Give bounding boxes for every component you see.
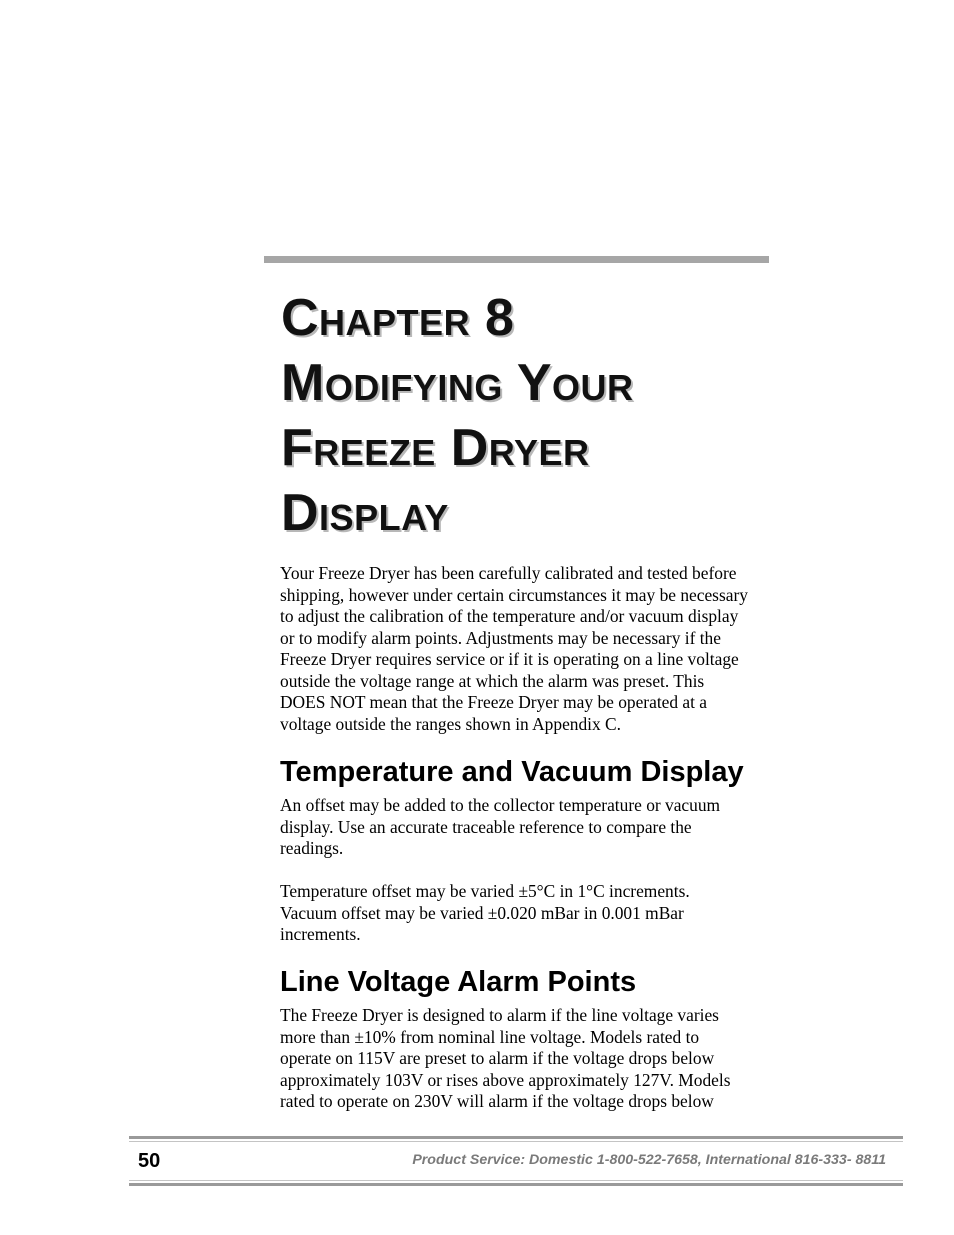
footer-top-rule-thin [129, 1141, 903, 1142]
line-voltage-paragraph [280, 1005, 790, 1113]
text-line: outside the voltage range at which the alarm was preset. This [280, 670, 705, 691]
footer-bottom-rule-thin [129, 1180, 903, 1181]
temperature-paragraph-1 [280, 795, 790, 860]
intro-paragraph [280, 563, 790, 735]
chapter-title-line: Chapter 8 [281, 289, 515, 347]
text-line: Freeze Dryer requires service or if it is operating on a line voltage [280, 649, 739, 669]
text-line: display. Use an accurate traceable reference to compare the [280, 816, 692, 837]
text-line: DOES NOT mean that the Freeze Dryer may be operated at a [280, 692, 708, 712]
text-line: Your Freeze Dryer has been carefully calibrated and tested before [280, 563, 737, 583]
page-number: 50 [138, 1150, 161, 1172]
text-line: shipping, however under certain circumstances it may be necessary [280, 584, 748, 605]
chapter-title-line: Display [281, 484, 449, 542]
footer-product-service: Product Service: Domestic 1-800-522-7658, International 816-333- 8811 [412, 1152, 886, 1168]
text-line: readings. [280, 838, 344, 858]
text-line: Vacuum offset may be varied ±0.020 mBar in 0.001 mBar [280, 902, 684, 923]
line-voltage-heading: Line Voltage Alarm Points [280, 966, 637, 998]
chapter-title-line: Modifying Your [281, 354, 634, 412]
text-line: An offset may be added to the collector temperature or vacuum [280, 795, 721, 815]
temperature-paragraph-2 [280, 881, 790, 946]
text-line: Temperature offset may be varied ±5°C in 1°C increments. [280, 881, 690, 901]
text-line: The Freeze Dryer is designed to alarm if the line voltage varies [280, 1005, 719, 1025]
footer-top-rule [129, 1136, 903, 1139]
text-line: approximately 103V or rises above approximately 127V. Models [280, 1069, 731, 1090]
text-line: operate on 115V are preset to alarm if the voltage drops below [280, 1048, 715, 1068]
text-line: more than ±10% from nominal line voltage. Models rated to [280, 1026, 700, 1047]
text-line: increments. [280, 924, 361, 944]
text-line: or to modify alarm points. Adjustments may be necessary if the [280, 627, 721, 648]
chapter-title-line: Freeze Dryer [281, 419, 590, 477]
text-line: to adjust the calibration of the temperature and/or vacuum display [280, 606, 739, 626]
chapter-top-rule [264, 256, 769, 263]
text-line: rated to operate on 230V will alarm if the voltage drops below [280, 1091, 714, 1111]
chapter-title [281, 286, 801, 546]
text-line: voltage outside the ranges shown in Appendix C. [280, 713, 622, 734]
footer-bottom-rule [129, 1183, 903, 1186]
temperature-vacuum-heading: Temperature and Vacuum Display [280, 756, 744, 788]
